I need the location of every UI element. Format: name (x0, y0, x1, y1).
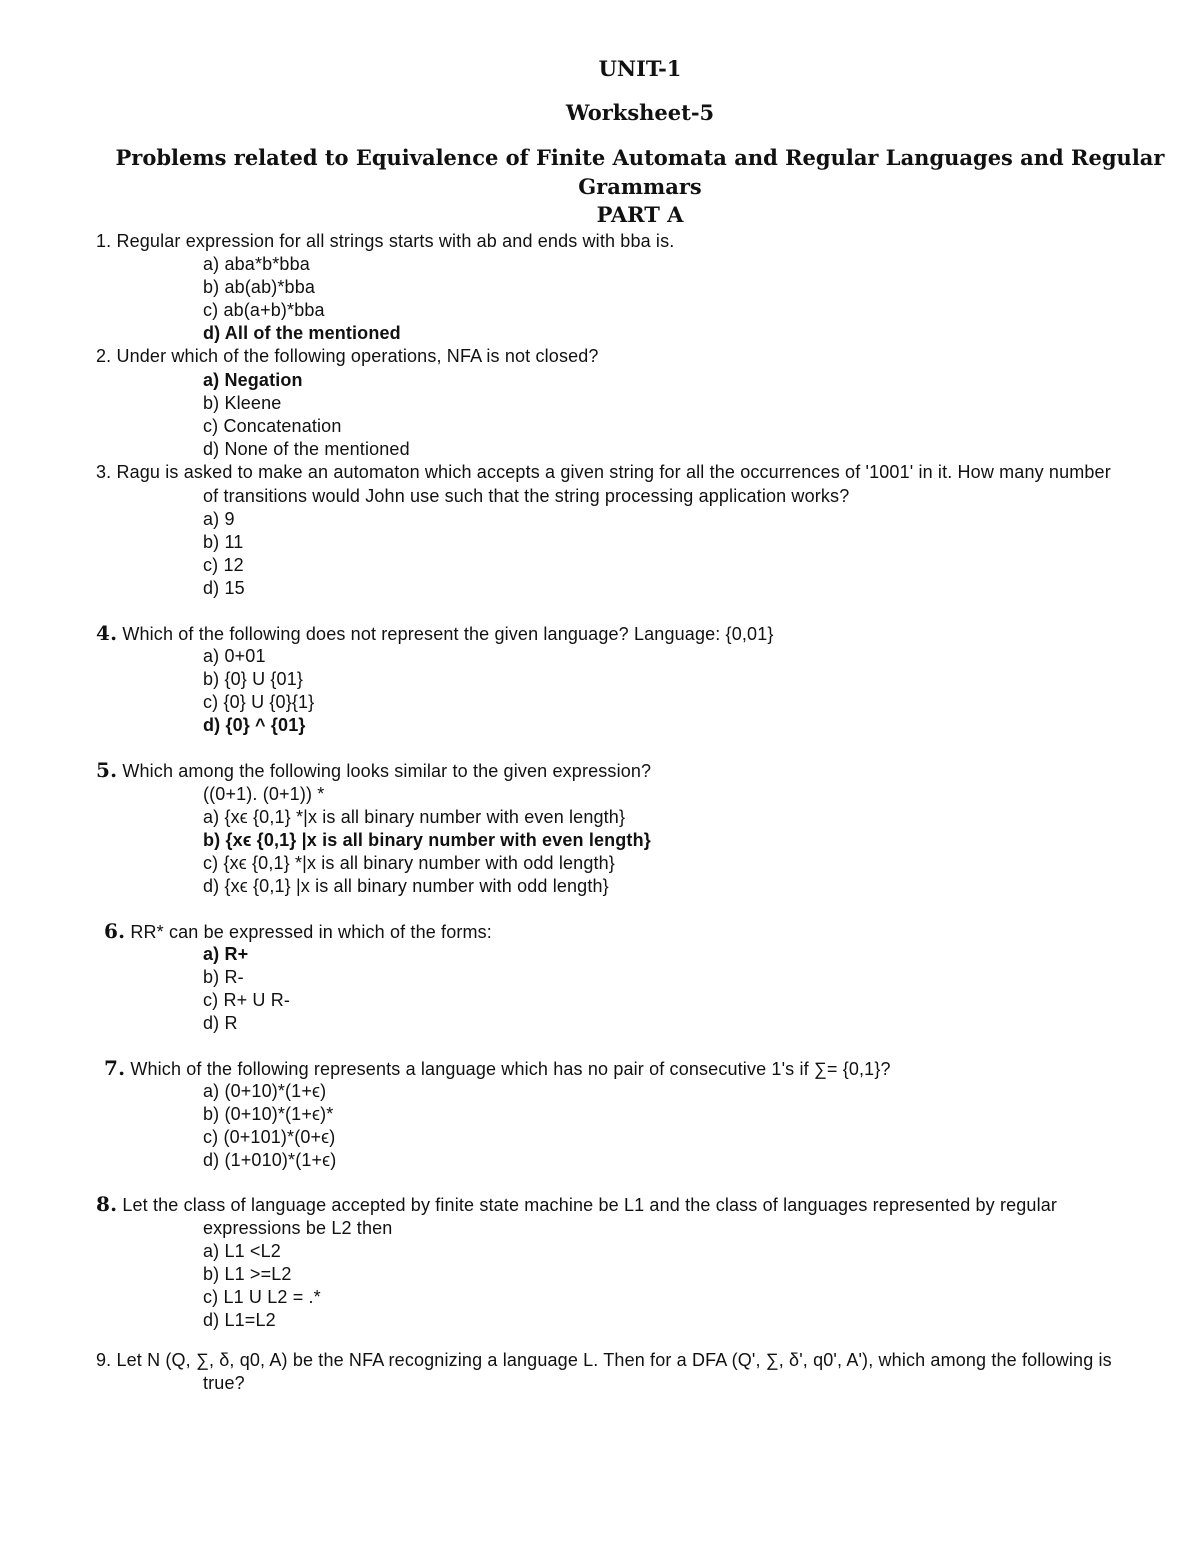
question-4-number: 4. (96, 621, 118, 645)
question-4-option-a: a) 0+01 (203, 646, 266, 666)
question-7-number: 7. (104, 1056, 126, 1080)
worksheet-heading: Worksheet-5 (565, 100, 715, 125)
question-6 (104, 919, 492, 943)
question-3-option-a: a) 9 (203, 509, 235, 529)
question-6-option-c: c) R+ U R- (203, 990, 290, 1010)
question-4 (96, 621, 774, 645)
question-2-text: 2. Under which of the following operations, NFA is not closed? (96, 346, 599, 366)
question-4-option-b: b) {0} U {01} (203, 669, 304, 689)
question-8-option-a: a) L1 <L2 (203, 1241, 281, 1261)
question-2-option-c: c) Concatenation (203, 416, 342, 436)
question-4-option-c: c) {0} U {0}{1} (203, 692, 315, 712)
question-8-option-c: c) L1 U L2 = .* (203, 1287, 321, 1307)
topic-heading-line2: Grammars (578, 174, 702, 199)
question-8-option-b: b) L1 >=L2 (203, 1264, 292, 1284)
question-4-text: Which of the following does not represent the given language? Language: {0,01} (122, 624, 774, 644)
question-1-option-d-answer: d) All of the mentioned (203, 323, 401, 343)
question-5-text: Which among the following looks similar to the given expression? (122, 761, 652, 781)
question-5-option-b-answer: b) {xϵ {0,1} |x is all binary number with even length} (203, 830, 651, 850)
question-7-text: Which of the following represents a language which has no pair of consecutive 1's if ∑= {0,1}? (130, 1059, 891, 1079)
question-8 (96, 1192, 1057, 1216)
question-6-text: RR* can be expressed in which of the forms: (130, 922, 492, 942)
unit-heading: UNIT-1 (598, 56, 682, 81)
question-1-text: 1. Regular expression for all strings starts with ab and ends with bba is. (96, 231, 675, 251)
question-6-option-b: b) R- (203, 967, 244, 987)
question-2-option-d: d) None of the mentioned (203, 439, 410, 459)
question-3-option-b: b) 11 (203, 532, 244, 552)
part-heading: PART A (596, 202, 684, 227)
question-5-number: 5. (96, 758, 118, 782)
question-8-text: Let the class of language accepted by finite state machine be L1 and the class of languages represented by regular (122, 1195, 1058, 1215)
question-5-option-d: d) {xϵ {0,1} |x is all binary number with odd length} (203, 876, 609, 896)
question-8-option-d: d) L1=L2 (203, 1310, 276, 1330)
question-5-option-c: c) {xϵ {0,1} *|x is all binary number with odd length} (203, 853, 615, 873)
question-3-option-d: d) 15 (203, 578, 245, 598)
question-3-continuation: of transitions would John use such that the string processing application works? (203, 486, 850, 506)
question-5 (96, 758, 651, 782)
question-1-option-c: c) ab(a+b)*bba (203, 300, 325, 320)
question-7-option-d: d) (1+010)*(1+ϵ) (203, 1150, 337, 1170)
question-8-number: 8. (96, 1192, 118, 1216)
question-7-option-a: a) (0+10)*(1+ϵ) (203, 1081, 327, 1101)
question-6-option-d: d) R (203, 1013, 238, 1033)
question-3-text: 3. Ragu is asked to make an automaton which accepts a given string for all the occurrences of '1001' in it. How many number (96, 462, 1111, 482)
question-6-number: 6. (104, 919, 126, 943)
question-7 (104, 1056, 891, 1080)
question-7-option-b: b) (0+10)*(1+ϵ)* (203, 1104, 334, 1124)
question-5-option-a: a) {xϵ {0,1} *|x is all binary number with even length} (203, 807, 626, 827)
question-7-option-c: c) (0+101)*(0+ϵ) (203, 1127, 336, 1147)
question-1-option-b: b) ab(ab)*bba (203, 277, 316, 297)
question-1-option-a: a) aba*b*bba (203, 254, 310, 274)
topic-heading-line1: Problems related to Equivalence of Finite Automata and Regular Languages and Regular (115, 145, 1165, 170)
question-6-option-a-answer: a) R+ (203, 944, 249, 964)
question-3-option-c: c) 12 (203, 555, 244, 575)
question-8-continuation: expressions be L2 then (203, 1218, 393, 1238)
question-2-option-b: b) Kleene (203, 393, 282, 413)
question-4-option-d-answer: d) {0} ^ {01} (203, 715, 306, 735)
question-5-expression: ((0+1). (0+1)) * (203, 784, 325, 804)
question-9-text: 9. Let N (Q, ∑, δ, q0, A) be the NFA recognizing a language L. Then for a DFA (Q', ∑, δ', q0', A'), which among the following is (96, 1350, 1112, 1370)
question-9-continuation: true? (203, 1373, 245, 1393)
question-2-option-a-answer: a) Negation (203, 370, 303, 390)
